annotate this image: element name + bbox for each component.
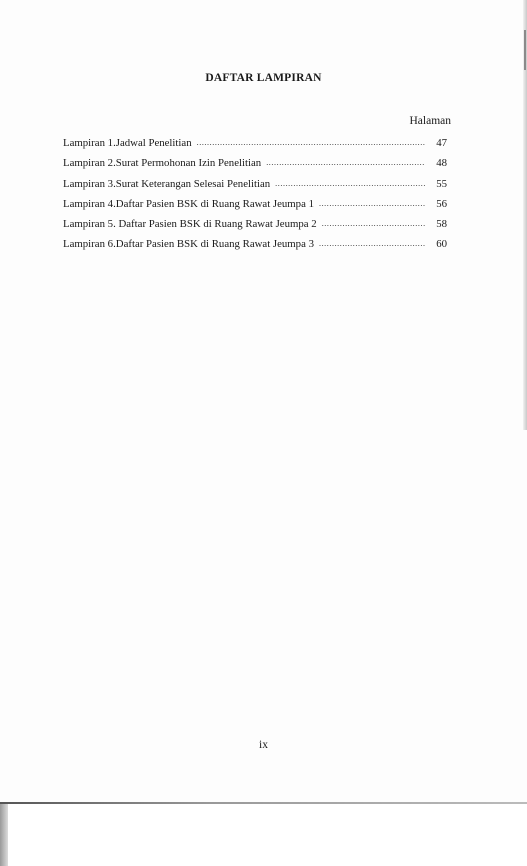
dot-leader	[197, 138, 425, 147]
appendix-entry	[63, 178, 447, 198]
scan-fold-line	[0, 802, 527, 804]
appendix-entry-page: 48	[436, 157, 447, 170]
appendix-entry-label: Lampiran 4.Daftar Pasien BSK di Ruang Rawat Jeumpa 1	[63, 197, 314, 210]
dot-leader	[319, 199, 425, 208]
scan-left-shadow	[0, 804, 8, 866]
appendix-list	[63, 137, 447, 259]
dot-leader	[275, 179, 425, 188]
dot-leader	[266, 158, 425, 167]
appendix-entry-label: Lampiran 5. Daftar Pasien BSK di Ruang Rawat Jeumpa 2	[63, 218, 317, 231]
page-title: DAFTAR LAMPIRAN	[205, 72, 322, 84]
appendix-entry	[63, 137, 447, 157]
appendix-entry-label: Lampiran 2.Surat Permohonan Izin Penelitian	[63, 157, 262, 170]
appendix-entry	[63, 238, 447, 258]
appendix-entry	[63, 218, 447, 238]
appendix-entry-label: Lampiran 1.Jadwal Penelitian	[63, 137, 192, 149]
appendix-entry	[63, 198, 447, 218]
page-column-header: Halaman	[409, 115, 451, 127]
scan-bottom-margin	[0, 802, 527, 866]
scan-edge-shadow	[524, 30, 526, 70]
appendix-entry-label: Lampiran 6.Daftar Pasien BSK di Ruang Rawat Jeumpa 3	[63, 238, 314, 251]
appendix-entry-page: 55	[436, 177, 447, 190]
appendix-entry-label: Lampiran 3.Surat Keterangan Selesai Penelitian	[63, 177, 271, 190]
dot-leader	[319, 239, 425, 248]
page-number: ix	[259, 739, 268, 751]
appendix-entry-page: 47	[436, 137, 447, 149]
appendix-entry-page: 58	[436, 218, 447, 231]
dot-leader	[322, 219, 425, 228]
appendix-entry-page: 56	[436, 197, 447, 210]
appendix-entry	[63, 157, 447, 177]
appendix-entry-page: 60	[436, 238, 447, 251]
